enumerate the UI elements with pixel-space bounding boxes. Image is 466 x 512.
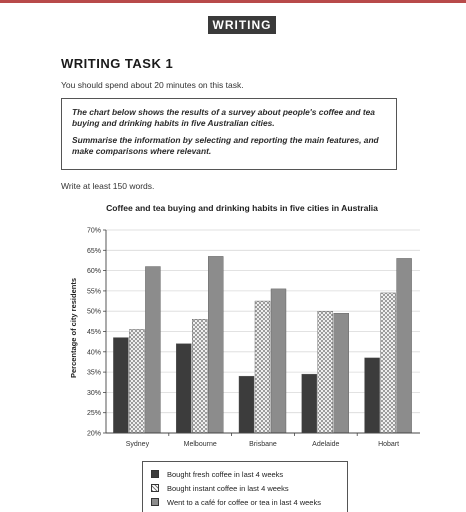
chart-legend: [142, 461, 348, 512]
bar-chart: [60, 195, 440, 460]
x-category-label: Adelaide: [312, 441, 340, 448]
y-tick-label: 25%: [86, 410, 101, 418]
task-prompt-box: [61, 98, 397, 170]
y-tick-label: 70%: [86, 227, 101, 235]
y-tick-label: 30%: [86, 389, 101, 397]
bar-instant-coffee: [318, 311, 333, 433]
bar-fresh-coffee: [302, 374, 317, 433]
bar-cafe-visit: [397, 258, 412, 433]
y-tick-label: 45%: [86, 329, 101, 336]
y-tick-label: 60%: [86, 268, 101, 276]
x-category-label: Sydney: [125, 441, 150, 448]
bar-fresh-coffee: [239, 376, 254, 433]
bar-fresh-coffee: [176, 344, 191, 433]
chart-title: Coffee and tea buying and drinking habits in five cities in Australia: [106, 203, 378, 213]
y-tick-label: 20%: [86, 430, 101, 438]
legend-swatch-cafe: [151, 498, 159, 506]
legend-label-cafe: Went to a café for coffee or tea in last 4 weeks: [167, 497, 321, 507]
y-tick-label: 40%: [86, 349, 101, 357]
prompt-description: The chart below shows the results of a survey about people's coffee and tea buying and drinking habits in five Australian cities.: [72, 107, 375, 128]
time-instruction: You should spend about 20 minutes on this task.: [61, 80, 244, 90]
legend-item-instant: [151, 481, 339, 495]
bar-cafe-visit: [208, 256, 223, 433]
y-tick-label: 50%: [86, 308, 101, 316]
prompt-instruction: Summarise the information by selecting and reporting the main features, and make comparisons where relevant.: [72, 135, 379, 156]
bar-fresh-coffee: [113, 338, 128, 433]
bar-instant-coffee: [192, 319, 207, 433]
word-count-instruction: Write at least 150 words.: [61, 181, 155, 191]
legend-label-instant: Bought instant coffee in last 4 weeks: [167, 483, 289, 493]
bar-fresh-coffee: [365, 358, 380, 433]
y-tick-label: 55%: [86, 288, 101, 296]
y-tick-label: 35%: [86, 369, 101, 377]
bar-instant-coffee: [381, 293, 396, 433]
x-category-label: Brisbane: [249, 441, 277, 448]
bar-instant-coffee: [129, 329, 144, 433]
legend-item-fresh: [151, 467, 339, 481]
x-category-label: Hobart: [378, 441, 400, 448]
bar-cafe-visit: [334, 313, 349, 433]
legend-swatch-fresh: [151, 470, 159, 478]
bar-cafe-visit: [145, 267, 160, 433]
legend-label-fresh: Bought fresh coffee in last 4 weeks: [167, 469, 284, 479]
y-axis-label: Percentage of city residents: [69, 277, 78, 379]
task-title: WRITING TASK 1: [61, 56, 174, 71]
bar-instant-coffee: [255, 301, 270, 433]
legend-item-cafe: [151, 495, 339, 509]
x-category-label: Melbourne: [183, 441, 217, 448]
top-rule: [0, 0, 466, 3]
y-tick-label: 65%: [86, 247, 101, 255]
bar-cafe-visit: [271, 289, 286, 433]
section-badge: WRITING: [208, 16, 276, 34]
legend-swatch-instant: [151, 484, 159, 492]
